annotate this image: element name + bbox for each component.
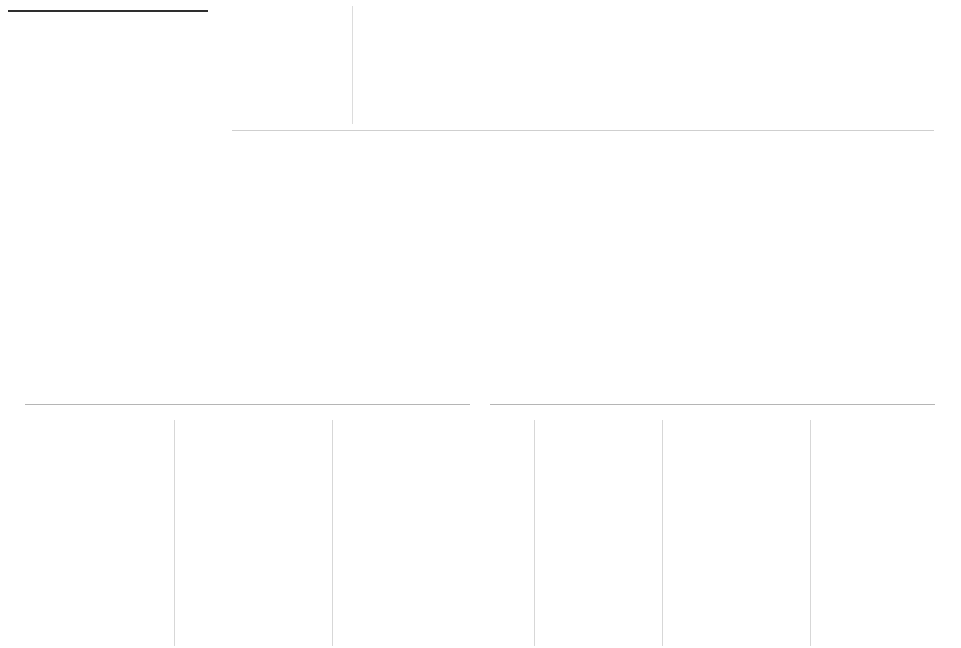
config-label (227, 274, 379, 288)
config-8l-2r (672, 274, 790, 290)
module-group-1l-1r (175, 420, 333, 646)
title-underline (8, 10, 208, 12)
config-2l-8r (810, 274, 928, 290)
brand-block (8, 8, 208, 19)
banketka-block (264, 4, 348, 8)
config-14l-14r (37, 274, 173, 290)
module-dimensions-11 (20, 513, 174, 526)
module-group-14l-14r (535, 420, 663, 646)
module-dimensions-1l-1r (175, 492, 332, 526)
module-dimensions-8l-8r (811, 492, 955, 526)
modules-grid (20, 420, 955, 646)
config-1l-1r (444, 274, 616, 290)
module-dimensions-2l-2r (333, 492, 534, 526)
sofa-card-ottoman (690, 153, 905, 172)
sofa-title (25, 153, 190, 167)
header-separator-line (232, 130, 934, 131)
header-divider (352, 6, 353, 124)
config-label (37, 274, 173, 288)
module-group-10-11 (20, 420, 175, 646)
sofa-title (690, 153, 905, 167)
config-label (444, 274, 616, 288)
separator-line-left (25, 404, 470, 405)
config-15l-15r (227, 274, 379, 290)
module-group-8l-8r (811, 420, 955, 646)
module-dimensions-10 (20, 500, 174, 513)
sofa-title (225, 153, 385, 167)
config-label (810, 274, 928, 288)
module-group-2l-2r (333, 420, 535, 646)
module-dimensions-15l-15r (663, 492, 810, 526)
separator-line-right (490, 404, 935, 405)
sofa-card-3seat (440, 153, 620, 172)
module-dimensions-14l-14r (535, 492, 662, 526)
config-label (672, 274, 790, 288)
sofa-card-2seat-s (25, 153, 190, 172)
sofa-card-2seat (225, 153, 385, 172)
modules-separator (25, 404, 935, 405)
sofa-title (440, 153, 620, 167)
module-group-15l-15r (663, 420, 811, 646)
